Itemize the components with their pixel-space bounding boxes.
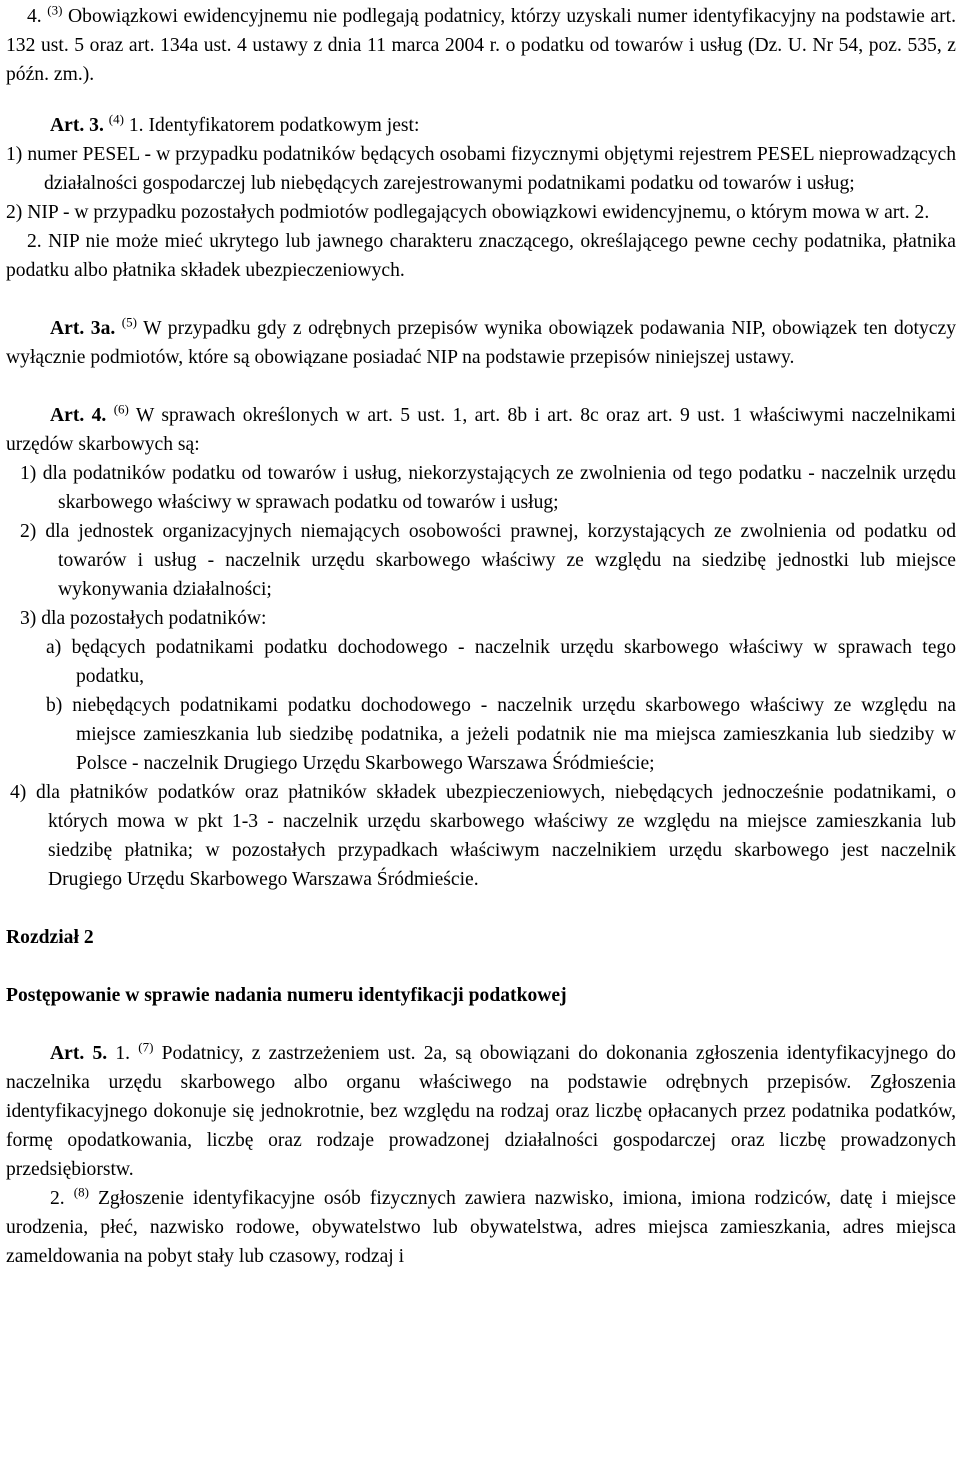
article-text: Zgłoszenie identyfikacyjne osób fizycznych zawiera nazwisko, imiona, imiona rodziców, datę i miejsce urodzenia, płeć, nazwisko rodowe, obywatelstwo lub obywatelstwa, adres miejsca zamieszkania, adres miejsca zameldowania na pobyt stały lub czasowy, rodzaj i bbox=[6, 1188, 956, 1267]
article-paragraph: 2. NIP nie może mieć ukrytego lub jawnego charakteru znaczącego, określającego pewne cechy podatnika, płatnika podatku albo płatnika składek ubezpieczeniowych. bbox=[6, 231, 956, 281]
sub-list-item: a) będących podatnikami podatku dochodowego - naczelnik urzędu skarbowego właściwy w sprawach tego podatku, bbox=[46, 637, 956, 687]
art-3-heading bbox=[6, 111, 956, 140]
footnote-ref: (3) bbox=[47, 2, 63, 18]
art-3a bbox=[6, 314, 956, 372]
list-item: 4) dla płatników podatków oraz płatników składek ubezpieczeniowych, niebędących jednocześnie podatnikami, o których mowa w pkt 1-3 - naczelnik urzędu skarbowego właściwy ze względu na miejsce zamieszkania lub siedzibę płatnika; w pozostałych przypadkach właściwym naczelnikiem urzędu skarbowego jest naczelnik Drugiego Urzędu Skarbowego Warszawa Śródmieście. bbox=[10, 782, 956, 890]
footnote-ref: (5) bbox=[121, 314, 137, 330]
art-5 bbox=[6, 1039, 956, 1184]
chapter-title: Postępowanie w sprawie nadania numeru identyfikacji podatkowej bbox=[6, 985, 567, 1006]
footnote-ref: (8) bbox=[73, 1184, 89, 1200]
footnote-ref: (6) bbox=[113, 401, 129, 417]
paragraph-number: 1. bbox=[115, 1043, 131, 1064]
article-label: Art. 3a. bbox=[50, 318, 116, 339]
paragraph-number: 2. bbox=[50, 1188, 65, 1209]
article-text: W sprawach określonych w art. 5 ust. 1, art. 8b i art. 8c oraz art. 9 ust. 1 właściwymi naczelnikami urzędów skarbowych są: bbox=[6, 405, 956, 455]
list-item: 2) dla jednostek organizacyjnych niemających osobowości prawnej, korzystających ze zwolnienia od podatku od towarów i usług - naczelnik urzędu skarbowego właściwy ze względu na siedzibę jednostki lub miejsce wykonywania działalności; bbox=[20, 521, 956, 600]
paragraph-4 bbox=[6, 2, 956, 89]
article-text: 1. Identyfikatorem podatkowym jest: bbox=[128, 115, 420, 136]
list-item: 3) dla pozostałych podatników: bbox=[20, 608, 267, 629]
paragraph-number: 4. bbox=[27, 6, 42, 27]
article-label: Art. 5. bbox=[50, 1043, 108, 1064]
article-label: Art. 4. bbox=[50, 405, 107, 426]
article-text: W przypadku gdy z odrębnych przepisów wynika obowiązek podawania NIP, obowiązek ten dotyczy wyłącznie podmiotów, które są obowiązane posiadać NIP na podstawie przepisów niniejszej ustawy. bbox=[6, 318, 956, 368]
paragraph-text: Obowiązkowi ewidencyjnemu nie podlegają podatnicy, którzy uzyskali numer identyfikacyjny na podstawie art. 132 ust. 5 oraz art. 134a ust. 4 ustawy z dnia 11 marca 2004 r. o podatku od towarów i usług (Dz. U. Nr 54, poz. 535, z późn. zm.). bbox=[6, 6, 956, 85]
article-label: Art. 3. bbox=[50, 115, 104, 136]
list-item: 1) numer PESEL - w przypadku podatników będących osobami fizycznymi objętymi rejestrem PESEL nieprowadzących działalności gospodarczej lub niebędących zarejestrowanymi podatnikami podatku od towarów i usług; bbox=[6, 144, 956, 194]
list-item: 2) NIP - w przypadku pozostałych podmiotów podlegających obowiązkowi ewidencyjnemu, o którym mowa w art. 2. bbox=[6, 202, 930, 223]
sub-list-item: b) niebędących podatnikami podatku dochodowego - naczelnik urzędu skarbowego właściwy ze względu na miejsce zamieszkania lub siedzibę podatnika, a jeżeli podatnik nie ma miejsca zamieszkania lub siedziby w Polsce - naczelnik Drugiego Urzędu Skarbowego Warszawa Śródmieście; bbox=[46, 695, 956, 774]
art-4 bbox=[6, 401, 956, 459]
list-item: 1) dla podatników podatku od towarów i usług, niekorzystających ze zwolnienia od tego podatku - naczelnik urzędu skarbowego właściwy w sprawach podatku od towarów i usług; bbox=[20, 463, 956, 513]
footnote-ref: (4) bbox=[108, 111, 124, 127]
footnote-ref: (7) bbox=[138, 1039, 154, 1055]
chapter-label: Rozdział 2 bbox=[6, 927, 94, 948]
article-text: Podatnicy, z zastrzeżeniem ust. 2a, są obowiązani do dokonania zgłoszenia identyfikacyjnego do naczelnika urzędu skarbowego albo organu właściwego na podstawie odrębnych przepisów. Zgłoszenia identyfikacyjnego dokonuje się jednokrotnie, bez względu na rodzaj oraz liczbę opłacanych przez podatnika podatków, formę opodatkowania, liczbę oraz rodzaje prowadzonej działalności gospodarczej oraz liczbę prowadzonych przedsiębiorstw. bbox=[6, 1043, 956, 1180]
art-5-paragraph-2 bbox=[6, 1184, 956, 1271]
